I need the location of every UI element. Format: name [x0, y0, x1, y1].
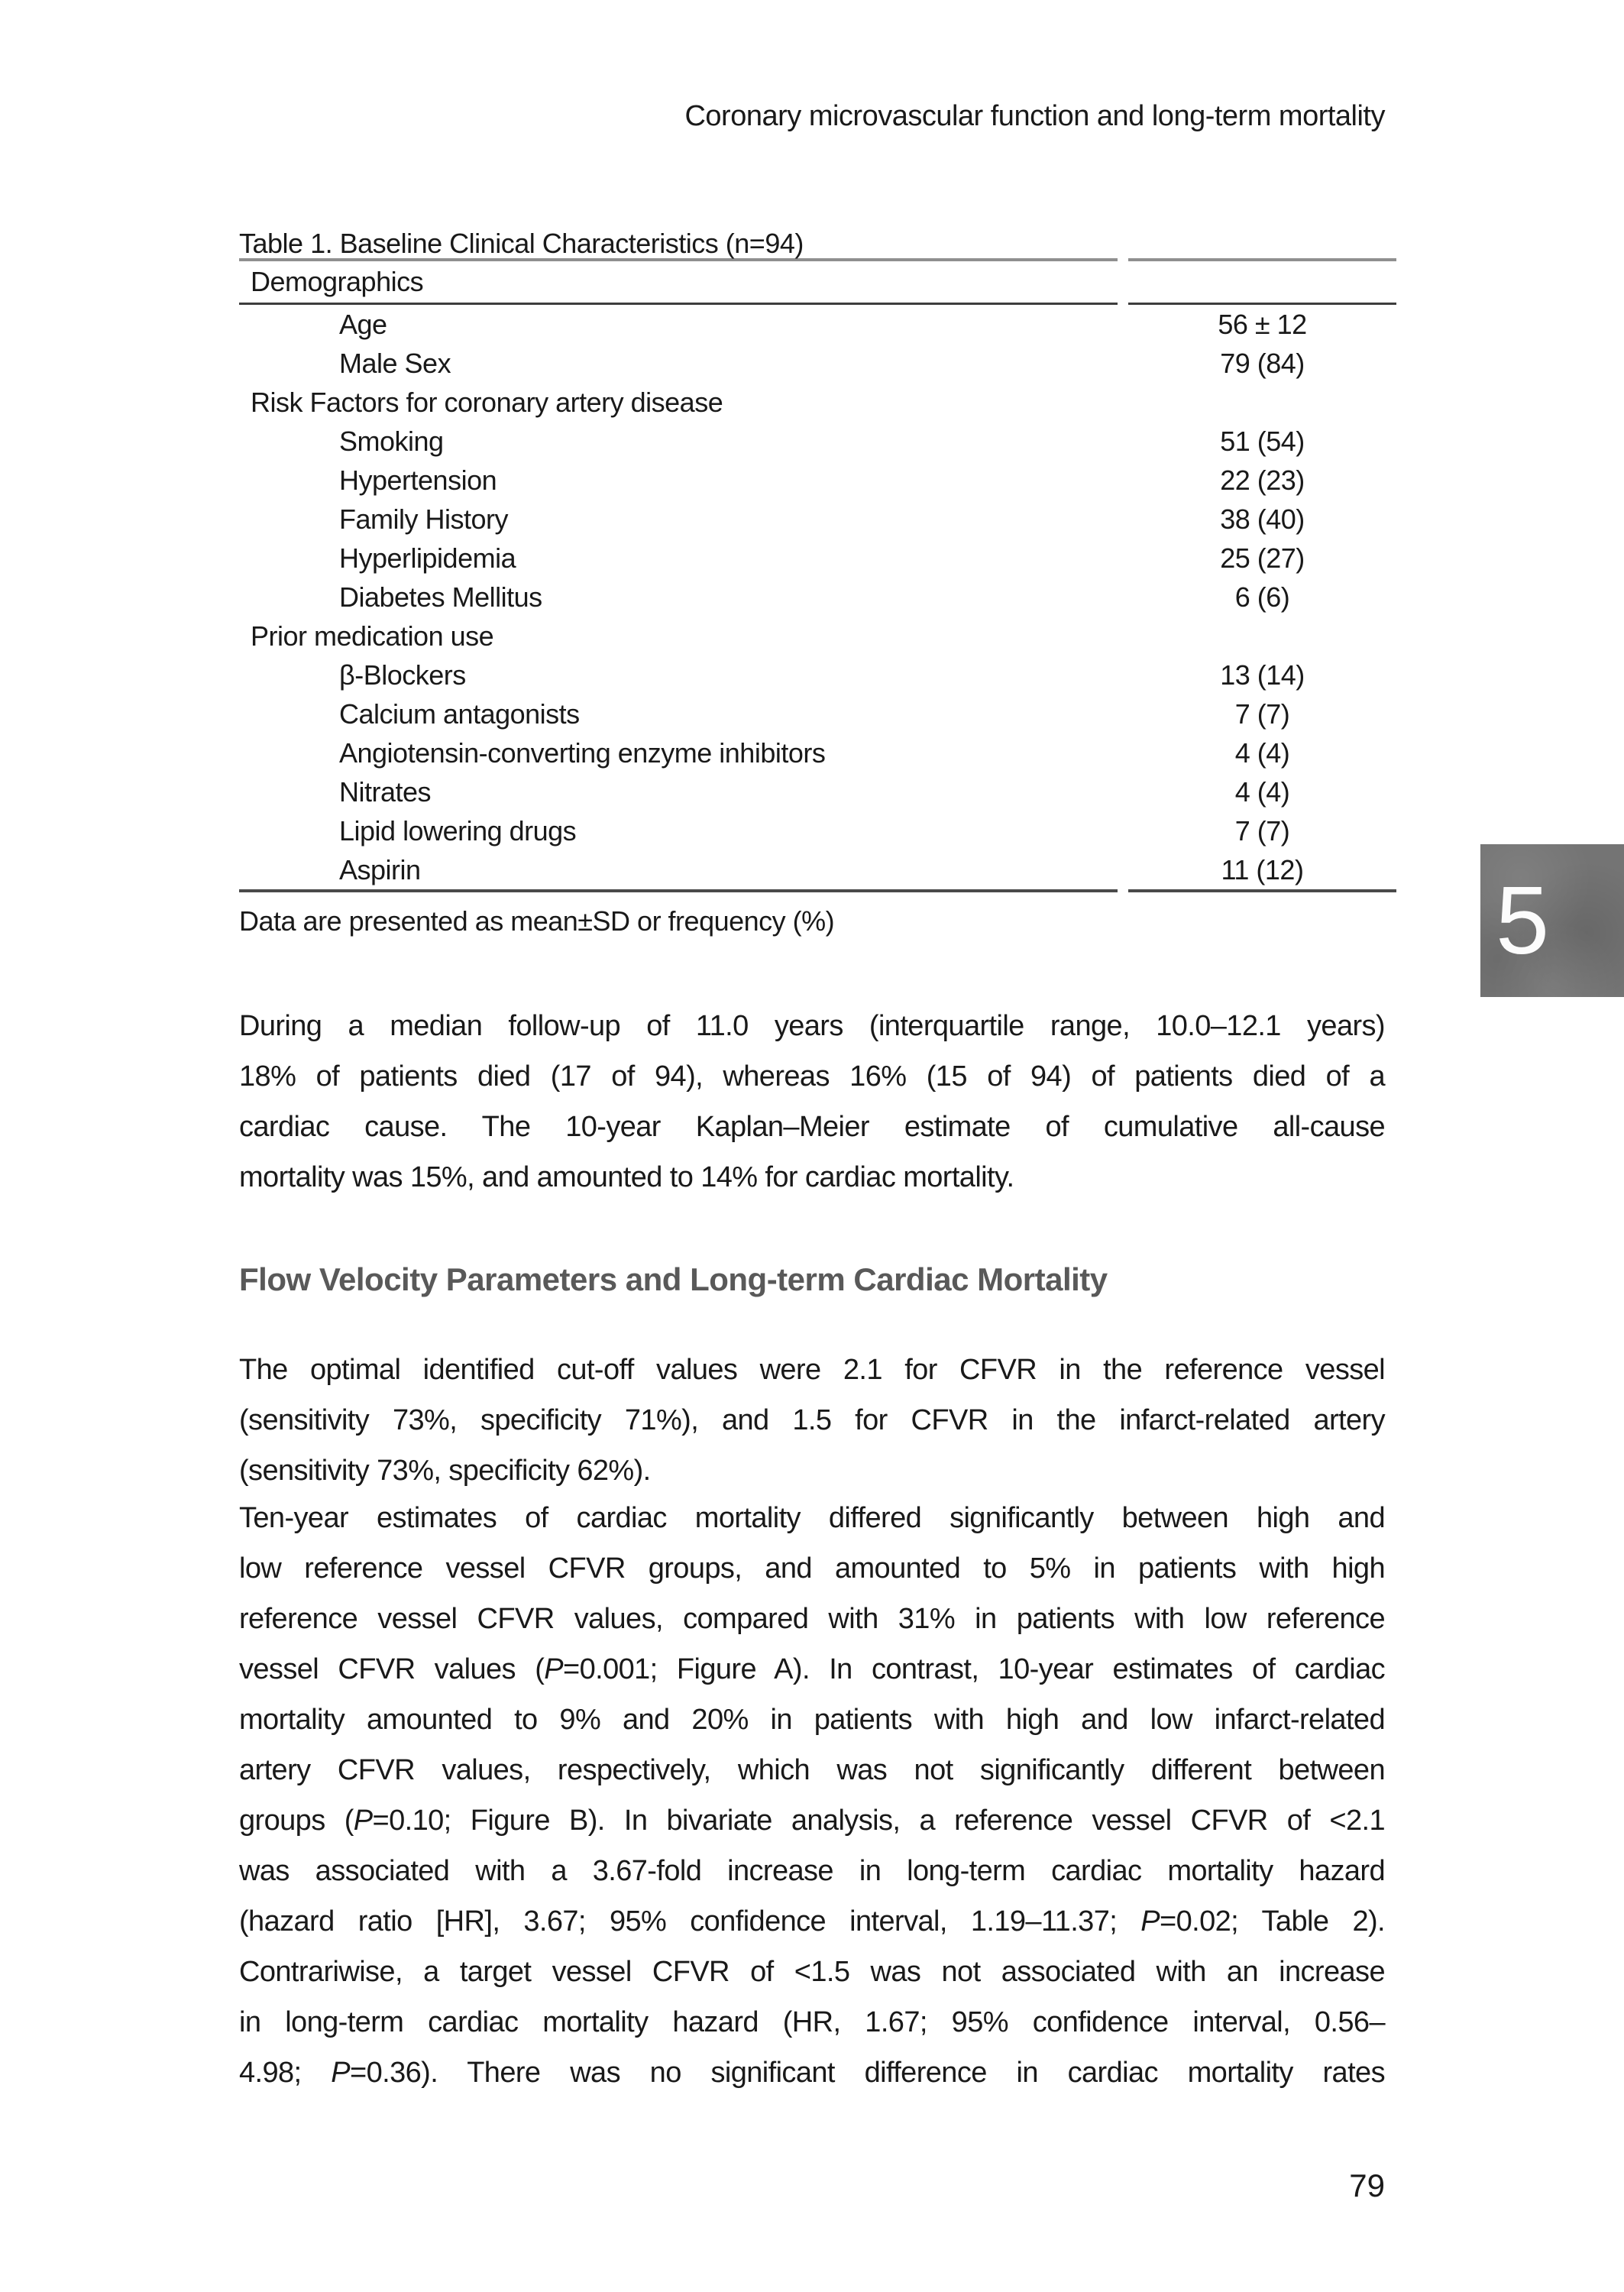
text-line: 18% of patients died (17 of 94), whereas 16% (15 of 94) of patients died of a: [239, 1060, 1385, 1093]
row-label: Angiotensin-converting enzyme inhibitors: [339, 736, 826, 769]
chapter-tab: [1480, 844, 1624, 997]
row-value: 13 (14): [1220, 659, 1305, 691]
text-line: Ten-year estimates of cardiac mortality differed significantly between high and: [239, 1502, 1385, 1534]
table-row: [239, 694, 1396, 733]
table-row: [239, 422, 1396, 461]
text-line: Contrariwise, a target vessel CFVR of <1.5 was not associated with an increase: [239, 1956, 1385, 1988]
table-row: [239, 656, 1396, 694]
paragraph-cutoff-values: [239, 1345, 1385, 1496]
row-value: 22 (23): [1220, 464, 1305, 496]
row-value: 7 (7): [1234, 814, 1290, 847]
table-row: [239, 772, 1396, 811]
row-label: Male Sex: [339, 347, 451, 379]
text-line: in long-term cardiac mortality hazard (HR, 1.67; 95% confidence interval, 0.56–: [239, 2006, 1385, 2038]
text-line: (sensitivity 73%, specificity 71%), and 1.5 for CFVR in the infarct-related artery: [239, 1404, 1385, 1436]
paragraph-followup: [239, 1001, 1385, 1203]
table-row: [239, 850, 1396, 892]
row-label: Diabetes Mellitus: [339, 581, 542, 613]
row-label: Hyperlipidemia: [339, 542, 516, 574]
row-value: 11 (12): [1128, 850, 1396, 892]
row-label: Risk Factors for coronary artery disease: [251, 386, 723, 418]
table-row: [239, 258, 1396, 305]
row-value: 4 (4): [1234, 775, 1290, 808]
row-label: Calcium antagonists: [339, 698, 580, 730]
table-row: [239, 305, 1396, 344]
row-value: 51 (54): [1220, 425, 1305, 457]
row-label: Aspirin: [239, 850, 1118, 892]
table-1: [239, 229, 1385, 937]
row-value: 56 ± 12: [1218, 308, 1307, 340]
text-line: reference vessel CFVR values, compared with 31% in patients with low reference: [239, 1603, 1385, 1635]
row-value: [1128, 383, 1396, 422]
text-line: cardiac cause. The 10-year Kaplan–Meier estimate of cumulative all-cause: [239, 1111, 1385, 1143]
section-heading: Flow Velocity Parameters and Long-term Cardiac Mortality: [239, 1261, 1108, 1297]
row-label: Lipid lowering drugs: [339, 814, 577, 847]
page-number: 79: [1349, 2167, 1385, 2203]
row-value: 7 (7): [1234, 698, 1290, 730]
text-line: was associated with a 3.67-fold increase in long-term cardiac mortality hazard: [239, 1855, 1385, 1887]
row-label: Nitrates: [339, 775, 432, 808]
row-label: β-Blockers: [339, 659, 466, 691]
text-line: mortality amounted to 9% and 20% in patients with high and low infarct-related: [239, 1704, 1385, 1736]
text-line: artery CFVR values, respectively, which was not significantly different between: [239, 1754, 1385, 1786]
table-row: [239, 811, 1396, 850]
row-label: Age: [339, 308, 387, 340]
row-label: Demographics: [239, 258, 1118, 305]
row-value: [1128, 258, 1396, 305]
text-line: low reference vessel CFVR groups, and amounted to 5% in patients with high: [239, 1552, 1385, 1585]
row-value: 25 (27): [1220, 542, 1305, 574]
table-row: [239, 500, 1396, 539]
running-header: Coronary microvascular function and long-term mortality: [684, 100, 1385, 132]
table-row: [239, 344, 1396, 383]
table-row: [239, 383, 1396, 422]
row-value: 79 (84): [1220, 347, 1305, 379]
table-row: [239, 617, 1396, 656]
row-label: Hypertension: [339, 464, 497, 496]
text-line: vessel CFVR values (P=0.001; Figure A). In contrast, 10-year estimates of cardiac: [239, 1653, 1385, 1685]
paragraph-mortality-estimates: [239, 1493, 1385, 2098]
chapter-number: 5: [1496, 866, 1550, 974]
row-value: 38 (40): [1220, 503, 1305, 535]
row-label: Smoking: [339, 425, 444, 457]
text-line: mortality was 15%, and amounted to 14% for cardiac mortality.: [239, 1161, 1014, 1193]
row-value: [1128, 617, 1396, 656]
text-line: groups (P=0.10; Figure B). In bivariate analysis, a reference vessel CFVR of <2.1: [239, 1805, 1386, 1837]
row-value: 4 (4): [1234, 736, 1290, 769]
table-title: Table 1. Baseline Clinical Characteristics (n=94): [239, 228, 804, 259]
table-row: [239, 733, 1396, 772]
table-row: [239, 461, 1396, 500]
table-row: [239, 578, 1396, 617]
text-line: 4.98; P=0.36). There was no significant difference in cardiac mortality rates: [239, 2057, 1385, 2089]
table-row: [239, 539, 1396, 578]
text-line: (sensitivity 73%, specificity 62%).: [239, 1455, 651, 1487]
row-value: 6 (6): [1234, 581, 1290, 613]
text-line: (hazard ratio [HR], 3.67; 95% confidence interval, 1.19–11.37; P=0.02; Table 2).: [239, 1905, 1385, 1938]
baseline-characteristics-table: [228, 258, 1407, 892]
row-label: Family History: [339, 503, 509, 535]
row-label: Prior medication use: [251, 620, 494, 652]
text-line: During a median follow-up of 11.0 years (interquartile range, 10.0–12.1 years): [239, 1010, 1385, 1042]
text-line: The optimal identified cut-off values were 2.1 for CFVR in the reference vessel: [239, 1354, 1385, 1386]
table-footnote: Data are presented as mean±SD or frequency (%): [239, 905, 835, 937]
